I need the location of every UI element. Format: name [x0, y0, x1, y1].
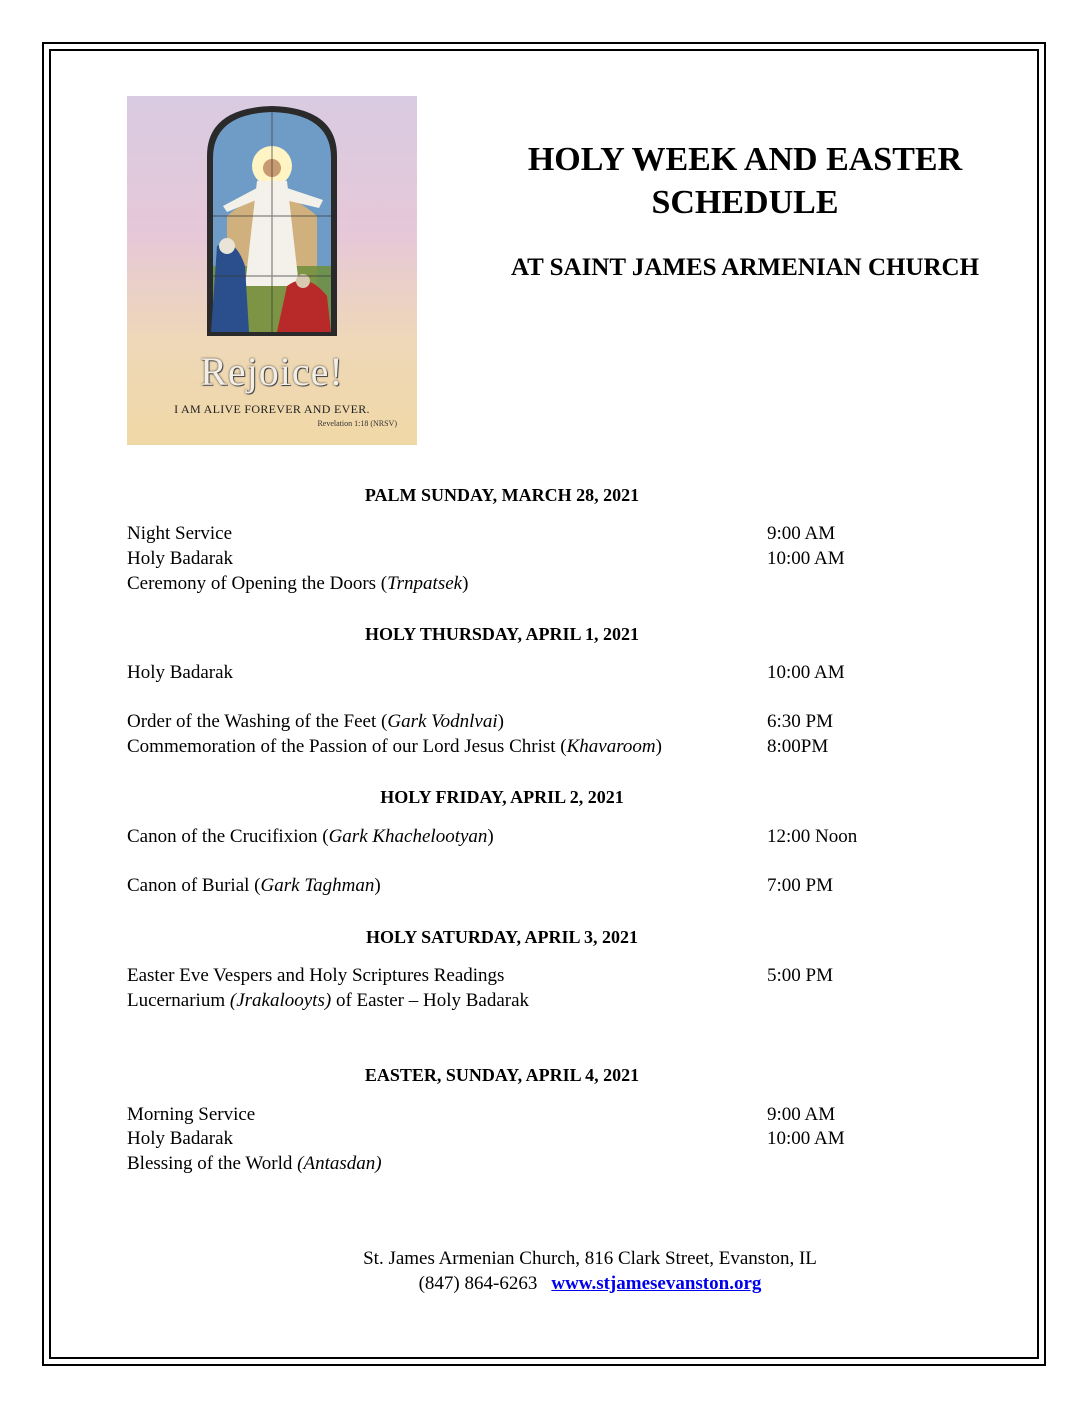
- event-label: Blessing of the World (Antasdan): [127, 1153, 382, 1174]
- schedule-row: [127, 989, 907, 1013]
- website-link[interactable]: www.stjamesevanston.org: [551, 1273, 762, 1294]
- contact-line: [200, 1271, 980, 1296]
- event-time: 10:00 AM: [767, 548, 845, 569]
- section-heading-easter-sunday: EASTER, SUNDAY, APRIL 4, 2021: [364, 1065, 640, 1085]
- poster-verse: I AM ALIVE FOREVER AND EVER.: [174, 402, 370, 416]
- schedule-row: [127, 710, 907, 734]
- event-time: 9:00 AM: [767, 1104, 836, 1125]
- section-heading-holy-friday: HOLY FRIDAY, APRIL 2, 2021: [380, 787, 624, 807]
- event-time: 6:30 PM: [767, 711, 833, 732]
- event-label: Order of the Washing of the Feet (Gark Vodnlvai): [127, 711, 504, 732]
- event-label: Ceremony of Opening the Doors (Trnpatsek): [127, 573, 469, 594]
- schedule-row: [127, 547, 907, 571]
- event-time: 10:00 AM: [767, 1128, 845, 1149]
- event-label: Commemoration of the Passion of our Lord Jesus Christ (Khavaroom): [127, 736, 662, 757]
- church-address: St. James Armenian Church, 816 Clark Street, Evanston, IL: [363, 1248, 817, 1269]
- event-label: Morning Service: [127, 1104, 256, 1125]
- event-label: Lucernarium (Jrakalooyts) of Easter – Holy Badarak: [127, 990, 530, 1011]
- schedule-row: [127, 735, 907, 759]
- event-label: Holy Badarak: [127, 1128, 234, 1149]
- title-line-1: HOLY WEEK AND EASTER: [527, 141, 963, 178]
- poster-citation: Revelation 1:18 (NRSV): [317, 419, 397, 428]
- schedule-row: [127, 522, 907, 546]
- event-label: Easter Eve Vespers and Holy Scriptures Readings: [127, 965, 505, 986]
- page-title: [470, 138, 1020, 224]
- event-label: Canon of the Crucifixion (Gark Khachelootyan): [127, 826, 494, 847]
- event-time: 8:00PM: [767, 736, 829, 757]
- section-heading-holy-saturday: HOLY SATURDAY, APRIL 3, 2021: [365, 927, 639, 947]
- event-label: Canon of Burial (Gark Taghman): [127, 875, 381, 896]
- schedule-row: [127, 825, 907, 849]
- rejoice-poster-image: [127, 96, 417, 445]
- event-label: Night Service: [127, 523, 233, 544]
- section-heading-holy-thursday: HOLY THURSDAY, APRIL 1, 2021: [364, 624, 640, 644]
- poster-title: Rejoice!: [200, 349, 344, 394]
- event-time: 12:00 Noon: [767, 826, 858, 847]
- schedule-row: [127, 1127, 907, 1151]
- event-time: 9:00 AM: [767, 523, 836, 544]
- title-line-2: SCHEDULE: [651, 184, 839, 221]
- phone-number: (847) 864-6263: [418, 1273, 538, 1294]
- event-time: 7:00 PM: [767, 875, 833, 896]
- schedule-row: [127, 964, 907, 988]
- event-time: 10:00 AM: [767, 662, 845, 683]
- event-label: Holy Badarak: [127, 548, 234, 569]
- schedule-row: [127, 874, 907, 898]
- schedule-row: [127, 661, 907, 685]
- schedule-row: [127, 1152, 907, 1176]
- schedule-row: [127, 572, 907, 596]
- event-time: 5:00 PM: [767, 965, 833, 986]
- section-heading-palm-sunday: PALM SUNDAY, MARCH 28, 2021: [364, 485, 640, 505]
- page-subtitle: AT SAINT JAMES ARMENIAN CHURCH: [510, 254, 980, 281]
- event-label: Holy Badarak: [127, 662, 234, 683]
- schedule-row: [127, 1103, 907, 1127]
